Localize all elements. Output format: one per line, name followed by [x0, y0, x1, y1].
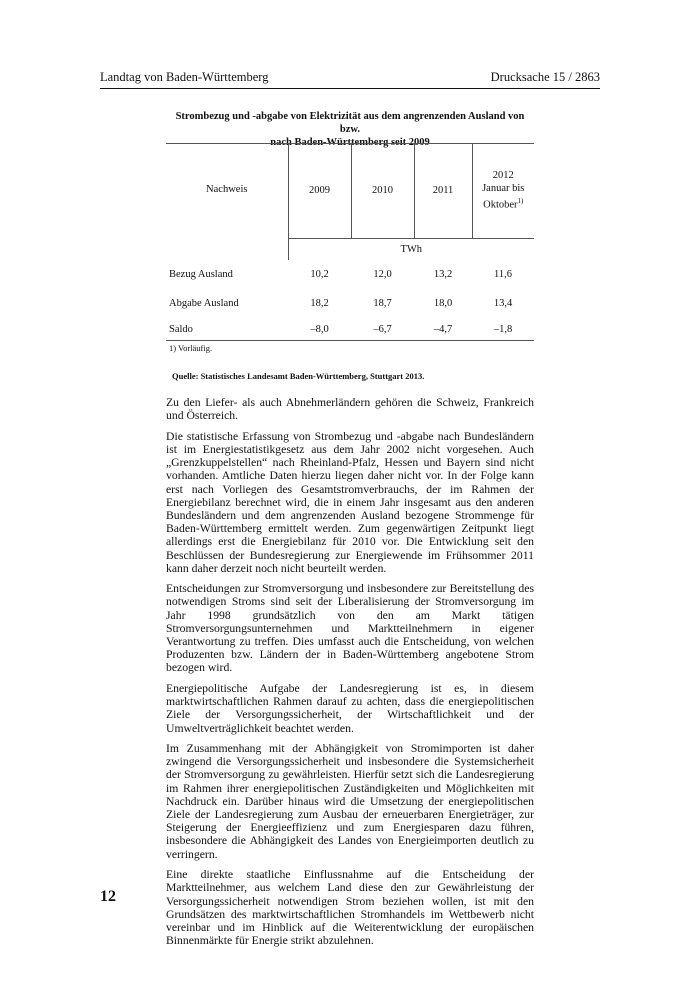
- cell-value: 11,6: [494, 269, 512, 280]
- paragraph: Eine direkte staatliche Einflussnahme auf die Entscheidung der Marktteilnehmer, aus welchem Land diese den zur Gewährleistung der Versorgungssicherheit notwendigen Strom beziehen wollen, ist mit den Grundsätzen des marktwirtschaftlichen Stromhandels im Wettbewerb nicht vereinbar und im Hinblick auf die Weiterentwicklung der europäischen Binnenmärkte für Energie strikt abzulehnen.: [166, 868, 534, 948]
- cell-value: –6,7: [351, 318, 414, 341]
- column-header-year: 2011: [414, 144, 472, 239]
- cell-value: 10,2: [310, 269, 329, 280]
- table-row: [166, 260, 534, 289]
- paragraph: Die statistische Erfassung von Strombezug und -abgabe nach Bundesländern ist im Energiestatistikgesetz aus dem Jahr 2002 nicht vorgesehen. Auch „Grenzkuppelstellen“ nach Rheinland-Pfalz, Hessen und Bayern sind nicht vorhanden. Amtliche Daten hierzu liegen daher nicht vor. In der Folge kann erst nach Vorliegen des Gesamtstromverbrauchs, der im Rahmen der Energiebilanz berechnet wird, die in einem Jahr insgesamt aus den anderen Bundesländern und dem angrenzenden Ausland bezogene Strommenge für Baden-Württemberg ermittelt werden. Zum gegenwärtigen Zeitpunkt liegt allerdings erst die Energiebilanz für 2010 vor. Die Entwicklung seit den Beschlüssen der Bundesregierung zur Energiewende im Frühsommer 2011 kann daher derzeit noch nicht beurteilt werden.: [166, 429, 534, 575]
- column-header-2012: [472, 144, 534, 239]
- column-header-year: 2009: [288, 144, 351, 239]
- header-left: Landtag von Baden-Württemberg: [100, 70, 269, 84]
- electricity-table: [166, 143, 534, 341]
- paragraph: Im Zusammenhang mit der Abhängigkeit von Stromimporten ist daher zwingend die Versorgungssicherheit und insbesondere die Systemsicherheit der Stromversorgung zu gewährleisten. Hierfür setzt sich die Landesregierung im Rahmen ihrer energiepolitischen Zuständigkeiten und Möglichkeiten mit Nachdruck ein. Darüber hinaus wird die Umsetzung der energiepolitischen Ziele der Landesregierung zum Ausbau der erneuerbaren Energieträger, zur Steigerung der Energieeffizienz und zum Energiesparen dazu führen, insbesondere die Abhängigkeit des Landes von Energieimporten deutlich zu verringern.: [166, 742, 534, 861]
- header-right: Drucksache 15 / 2863: [490, 70, 600, 84]
- paragraph: Zu den Liefer- als auch Abnehmerländern gehören die Schweiz, Frankreich und Österreich.: [166, 396, 534, 423]
- footnote-mark: 1): [517, 197, 524, 206]
- body-text: [166, 396, 534, 955]
- table-title-line2: nach Baden-Württemberg seit 2009: [270, 137, 430, 148]
- row-label: Abgabe Ausland: [169, 298, 239, 309]
- table-source: Quelle: Statistisches Landesamt Baden-Württemberg, Stuttgart 2013.: [172, 371, 425, 381]
- cell-value: 13,4: [493, 298, 513, 309]
- cell-value: 18,7: [373, 298, 392, 309]
- page-number: 12: [100, 888, 116, 905]
- column-header-nachweis: Nachweis: [166, 144, 288, 261]
- table-footnote: 1) Vorläufig.: [169, 343, 213, 353]
- cell-value: 18,0: [433, 298, 453, 309]
- cell-value: 13,2: [433, 269, 453, 280]
- column-header-2012-line1: 2012: [492, 170, 514, 182]
- cell-value: –8,0: [288, 318, 351, 341]
- table-header-row: [166, 144, 534, 239]
- column-header-2012-line3: Oktober$^{1)}$: [483, 197, 524, 211]
- cell-value: –1,8: [472, 318, 534, 341]
- table-title-line1: Strombezug und -abgabe von Elektrizität aus dem angrenzenden Ausland von bzw.: [175, 111, 525, 135]
- page-header: [100, 70, 600, 89]
- unit-label: TWh: [288, 239, 534, 260]
- row-label: Saldo: [166, 318, 288, 341]
- row-label: Bezug Ausland: [169, 269, 233, 280]
- column-header-year: 2010: [351, 144, 414, 239]
- paragraph: Entscheidungen zur Stromversorgung und insbesondere zur Bereitstellung des notwendigen Stroms sind seit der Liberalisierung der Stromversorgung im Jahr 1998 grundsätzlich von den am Markt tätigen Stromversorgungsunternehmen und Marktteilnehmern in eigener Verantwortung zu treffen. Dies umfasst auch die Entscheidung, von welchen Produzenten bzw. Ländern der in Baden-Württemberg angebotene Strom bezogen wird.: [166, 582, 534, 675]
- table-row: [166, 289, 534, 318]
- cell-value: 18,2: [310, 298, 329, 309]
- column-header-2012-line2: Januar bis: [482, 182, 525, 194]
- cell-value: –4,7: [414, 318, 472, 341]
- paragraph: Energiepolitische Aufgabe der Landesregierung ist es, in diesem marktwirtschaftlichen Rahmen darauf zu achten, dass die energiepolitischen Ziele der Versorgungssicherheit, der Wirtschaftlichkeit und der Umweltverträglichkeit beachtet werden.: [166, 681, 534, 735]
- cell-value: 12,0: [373, 269, 392, 280]
- table-row-saldo: [166, 318, 534, 341]
